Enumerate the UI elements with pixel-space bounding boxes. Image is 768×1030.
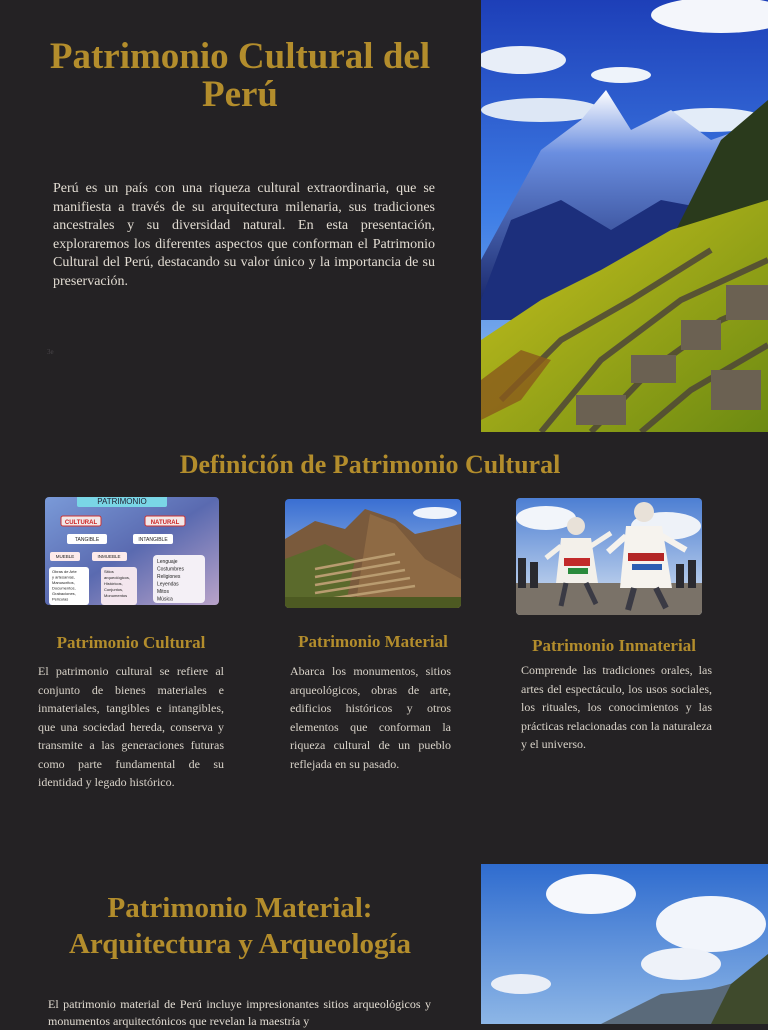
andean-dancers-image — [516, 498, 702, 615]
diagram-intangible-item: Mitos — [157, 589, 169, 595]
diagram-inmueble: INMUEBLE — [97, 554, 121, 559]
diagram-natural: NATURAL — [150, 520, 180, 526]
diagram-intangible: INTANGIBLE — [138, 537, 168, 543]
card-text-material: Abarca los monumentos, sitios arqueológicos, obras de arte, edificios históricos y otros elementos que conforman la riqueza cultural de un pueblo reflejada en su pasado. — [290, 664, 451, 771]
ollantaytambo-image — [285, 499, 461, 608]
diagram-intangible-item: Leyendas — [157, 581, 179, 588]
intro-paragraph: Perú es un país con una riqueza cultural extraordinaria, que se manifiesta a través de su arquitectura milenaria, sus tradiciones ancestrales y su diversidad natural. En esta presentación, exploraremos los diferentes aspectos que conforman el Patrimonio Cultural del Perú, destacando su valor único y la importancia de su preservación. — [53, 181, 435, 289]
diagram-inmueble-item: Conjuntos, — [104, 587, 124, 592]
machu-picchu-image — [481, 0, 768, 432]
diagram-inmueble-item: Sitios — [104, 569, 114, 574]
page-title: Patrimonio Cultural del Perú — [49, 36, 431, 115]
material-intro-paragraph: El patrimonio material de Perú incluye impresionantes sitios arqueológicos y monumentos arquitectónicos que revelan la maestría y — [48, 997, 431, 1028]
diagram-mueble-item: Películas — [52, 596, 69, 602]
diagram-mueble-item: Obras de Arte — [52, 569, 77, 574]
card-text-inmaterial: Comprende las tradiciones orales, las artes del espectáculo, los usos sociales, los rituales, los conocimientos y las prácticas relacionadas con la naturaleza y el universo. — [521, 663, 712, 751]
diagram-mueble-item: y artesanías, — [52, 574, 75, 580]
card-title-cultural: Patrimonio Cultural — [56, 633, 206, 652]
diagram-intangible-item: Costumbres — [157, 566, 184, 573]
card-text-cultural: El patrimonio cultural se refiere al conjunto de bienes materiales e inmateriales, tangibles e intangibles, que una sociedad hereda, conserva y transmite a las generaciones futuras como parte fundamental de su identidad y legado histórico. — [38, 664, 224, 789]
diagram-mueble-item: Manuscritos, — [52, 580, 75, 585]
diagram-mueble-item: Grabaciones, — [52, 591, 76, 596]
heritage-diagram — [45, 497, 219, 605]
diagram-mueble-item: Documentos, — [52, 585, 76, 591]
diagram-cultural: CULTURAL — [64, 520, 98, 526]
diagram-inmueble-item: Monumentos — [104, 593, 128, 598]
diagram-mueble: MUEBLE — [55, 554, 75, 559]
faint-mark: 3e — [47, 348, 54, 356]
diagram-inmueble-item: Históricos, — [104, 581, 123, 586]
diagram-intangible-item: Música — [157, 596, 173, 603]
section-title: Definición de Patrimonio Cultural — [179, 450, 561, 479]
card-title-material: Patrimonio Material — [298, 632, 448, 651]
diagram-intangible-item: Religiones — [157, 574, 181, 580]
diagram-tangible: TANGIBLE — [74, 537, 100, 543]
mountains-sky-image — [481, 864, 768, 1024]
card-title-inmaterial: Patrimonio Inmaterial — [532, 636, 696, 655]
diagram-intangible-item: Lenguaje — [157, 559, 178, 565]
section-title-material: Patrimonio Material: Arquitectura y Arqueología — [68, 892, 412, 960]
diagram-inmueble-item: arqueológicos, — [104, 575, 131, 580]
diagram-root: PATRIMONIO — [97, 497, 147, 506]
